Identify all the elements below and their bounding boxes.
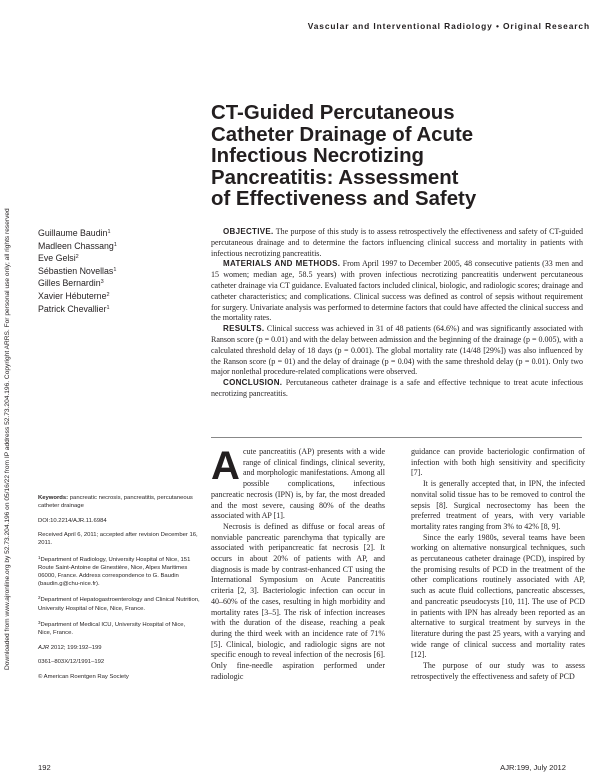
author: Patrick Chevallier$^1$ <box>38 303 110 314</box>
title-line: Pancreatitis: Assessment <box>211 166 459 189</box>
download-notice <box>4 110 14 670</box>
body-paragraph: Acute pancreatitis (AP) presents with a wide range of clinical findings, clinical severity, and morphologic manifestations. Among all possible complications, infectious pancreatic necrosis (IPN) is, by far, the most dreaded and the most severe, causing 80% of the deaths associated with AP [1]. <box>211 444 385 521</box>
author: Gilles Bernardin$^3$ <box>38 278 104 289</box>
abstract-methods: MATERIALS AND METHODS. From April 1997 to December 2005, 48 consecutive patients (33 men and 15 women; median age, 58.5 years) with proven infectious necrotizing pancreatitis underwent percutaneous catheter drainage via CT guidance. Evaluated factors included clinical, biologic, and radiologic scores; drainage and catheter characteristics; and complications. Clinical success was defined as control of sepsis without requirement for surgery. Univariate analysis was performed to determine factors that could have affected the clinical success and the mortality rates. <box>211 259 583 323</box>
abstract-results: RESULTS. Clinical success was achieved in 31 of 48 patients (64.6%) and was significantly associated with Ranson score (p = 0.01) and with the delay between admission and the beginning of the drainage (p = 0.005), with a calculated threshold delay of 18 days (p = 0.001). The global mortality rate (14/48 [29%]) was also influenced by the Ranson score (p = 01) and the delay of drainage (p = 0.04) with the same threshold delay (p = 0.01). Only two major nonlethal procedure-related complications were observed. <box>211 324 583 377</box>
body-paragraph: It is generally accepted that, in IPN, the infected nonvital solid tissue has to be removed to control the sepsis [8]. Surgical necrosectomy has been the preferred treatment of years, with very variable mortality rates ranging from 3% to 42% [8, 9]. <box>411 479 585 531</box>
running-header: Vascular and Interventional Radiology • Original Research <box>307 21 590 31</box>
title-line: Infectious Necrotizing <box>211 145 424 168</box>
drop-cap: A <box>211 444 240 488</box>
title-line: CT-Guided Percutaneous <box>211 102 455 124</box>
abstract <box>211 227 583 400</box>
author: Xavier Hébuterne$^2$ <box>38 290 110 301</box>
author: Eve Gelsi$^2$ <box>38 253 79 264</box>
page-number: 192 <box>38 763 51 772</box>
affiliation: $^3$Department of Medical ICU, University Hospital of Nice, Nice, France. <box>38 619 186 637</box>
download-notice-text: Downloaded from www.ajronline.org by 52.73.204.196 on 05/16/22 from IP address 52.73.204.196. Copyright ARRS. For personal use only; all rights reserved <box>4 208 11 670</box>
body-paragraph: Since the early 1980s, several teams have been working on alternative nonsurgical techniques, such as percutaneous catheter drainage (PCD), inspired by the promising results of PCD in the treatment of the other complications routinely associated with AP, such as acute fluid collections, pancreatic abscesses, and pancreatic pseudocysts [10, 11]. The use of PCD in patients with IPN has already been reported as an alternative to surgical treatment by surveys in the literature during the past 25 years, with a varying and wide range of clinical success and mortality rates [12]. <box>411 532 585 660</box>
title-line: Catheter Drainage of Acute <box>211 123 474 146</box>
keywords: Keywords: pancreatic necrosis, pancreatitis, percutaneous catheter drainage <box>38 495 193 510</box>
body-paragraph: The purpose of our study was to assess retrospectively the effectiveness and safety of PCD <box>411 661 585 681</box>
body-paragraph: Necrosis is defined as diffuse or focal areas of nonviable pancreatic parenchyma that typically are associated with peripancreatic fat necrosis [2]. It occurs in about 20% of patients with AP, and diagnosis is made by contrast-enhanced CT using the International Symposium on Acute Pancreatitis criteria [2, 3]. Bacteriologic infection can occur in 40–60% of the cases, resulting in high morbidity and mortality rates [3–5]. The risk of infection increases with the duration of the disease, reaching a peak during the third week with an incidence rate of 71% [5]. Clinical, biologic, and radiologic signs are not specific enough to reveal infection of the necrosis [6]. Only fine-needle aspiration performed under radiologic <box>211 521 385 681</box>
author: Guillaume Baudin$^1$ <box>38 228 111 238</box>
received-dates: Received April 6, 2011; accepted after revision December 16, 2011. <box>38 532 198 547</box>
author-list <box>38 227 198 315</box>
issn: 0361–803X/12/1991–192 <box>38 659 105 666</box>
journal-issue: AJR:199, July 2012 <box>500 763 566 772</box>
abstract-conclusion: CONCLUSION. Percutaneous catheter drainage is a safe and effective technique to treat acute infectious necrotizing pancreatitis. <box>211 378 583 398</box>
body-column-1 <box>211 444 385 682</box>
abstract-divider <box>211 437 582 438</box>
article-metadata <box>38 494 200 687</box>
affiliation: $^1$Department of Radiology, University Hospital of Nice, 151 Route Saint-Antoine de Ginestière, Nice, Alpes Maritimes 06000, France. Address correspondence to G. Baudin (baudin.g@chu-nice.fr). <box>38 554 191 587</box>
author: Sébastien Novellas$^1$ <box>38 265 117 276</box>
body-paragraph: guidance can provide bacteriologic confirmation of infection with both high sensitivity and specificity [7]. <box>411 447 585 478</box>
title-line: of Effectiveness and Safety <box>211 188 477 211</box>
copyright: © American Roentgen Ray Society <box>38 673 129 680</box>
abstract-objective: OBJECTIVE. The purpose of this study is to assess retrospectively the effectiveness and safety of CT-guided percutaneous drainage and to determine the factors influencing clinical success and mortality in patients with infectious necrotizing pancreatitis. <box>211 227 583 258</box>
body-column-2 <box>411 447 585 682</box>
citation: AJR 2012; 199:192–199 <box>38 644 102 651</box>
author: Madleen Chassang$^1$ <box>38 240 117 251</box>
article-title <box>211 103 481 211</box>
doi[interactable]: DOI:10.2214/AJR.11.6984 <box>38 517 107 524</box>
affiliation: $^2$Department of Hepatogastroenterology and Clinical Nutrition, University Hospital of Nice, Nice, France. <box>38 595 200 612</box>
